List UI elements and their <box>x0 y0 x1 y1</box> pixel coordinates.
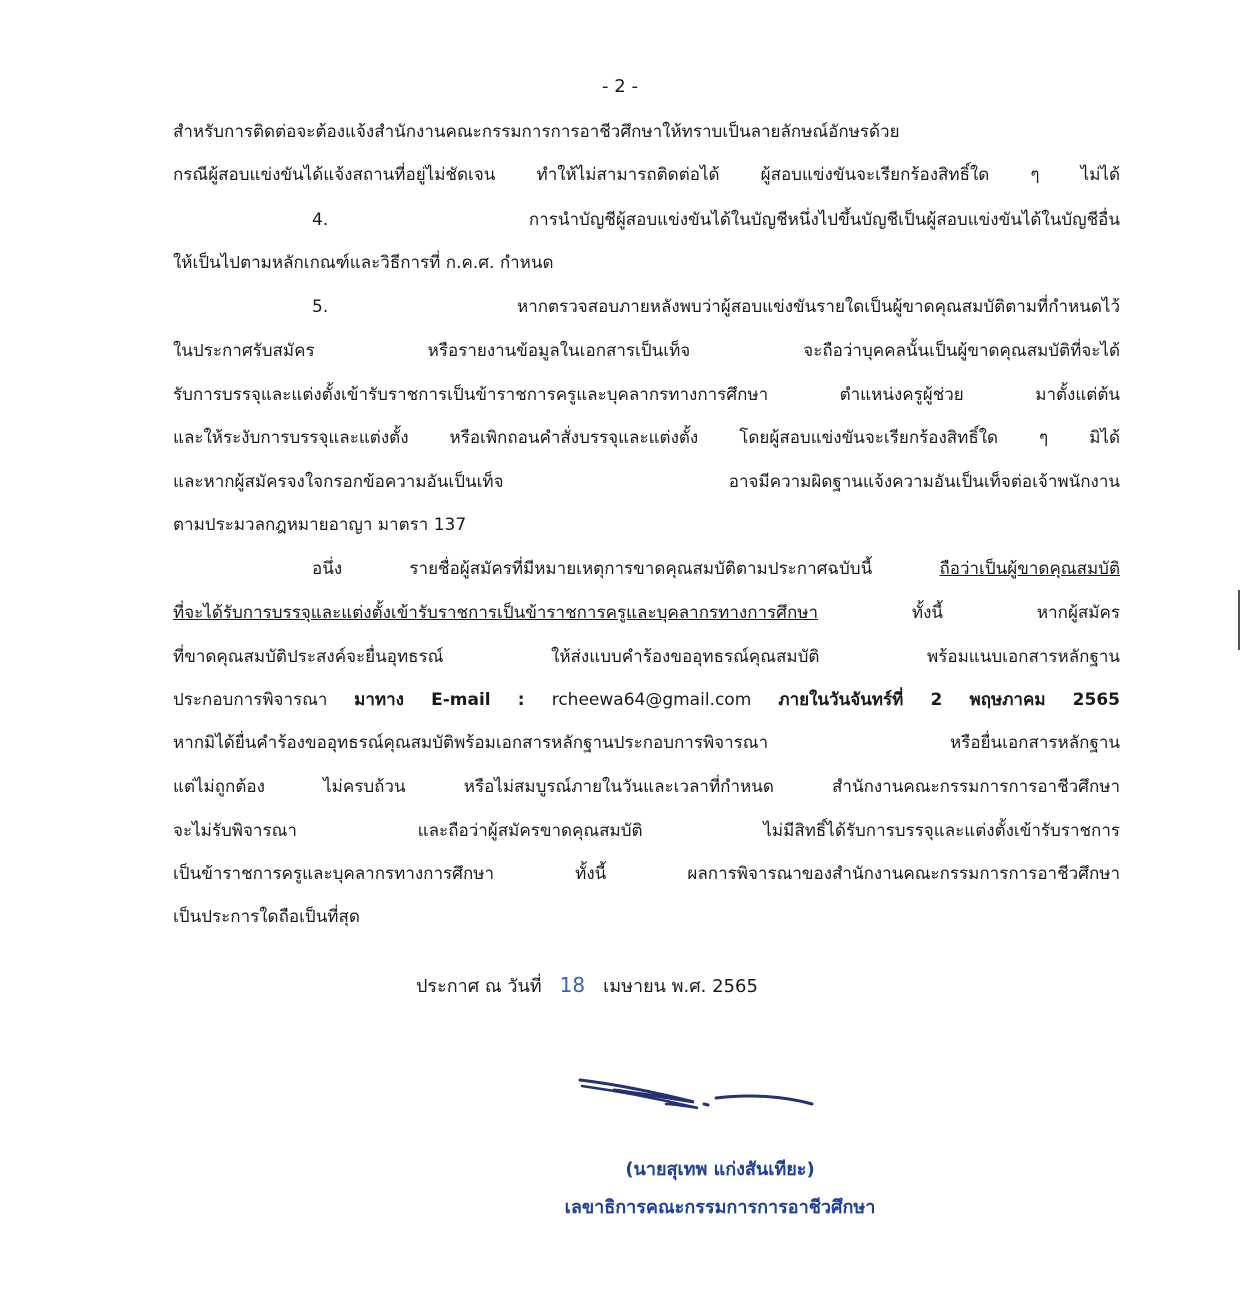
underlined-text: ที่จะได้รับการบรรจุและแต่งตั้งเข้ารับราชการเป็นข้าราชการครูและบุคลากรทางการศึกษา <box>173 603 819 623</box>
paragraph-line: ในประกาศรับสมัคร หรือรายงานข้อมูลในเอกสารเป็นเท็จ จะถือว่าบุคคลนั้นเป็นผู้ขาดคุณสมบัติที่จะได้ <box>173 341 1120 361</box>
paragraph-line: ที่ขาดคุณสมบัติประสงค์จะยื่นอุทธรณ์ ให้ส่งแบบคำร้องขออุทธรณ์คุณสมบัติ พร้อมแนบเอกสารหลักฐาน <box>173 647 1120 667</box>
paragraph-line: กรณีผู้สอบแข่งขันได้แจ้งสถานที่อยู่ไม่ชัดเจน ทำให้ไม่สามารถติดต่อได้ ผู้สอบแข่งขันจะเรียกร้องสิทธิ์ใด ๆ ไม่ได้ <box>173 165 1120 185</box>
handwritten-day: 18 <box>559 973 586 997</box>
paragraph-line: และหากผู้สมัครจงใจกรอกข้อความอันเป็นเท็จ อาจมีความผิดฐานแจ้งความอันเป็นเท็จต่อเจ้าพนักงาน <box>173 472 1120 492</box>
bold-text: มาทาง E-mail : <box>354 690 552 710</box>
deadline-text: ภายในวันจันทร์ที่ 2 พฤษภาคม 2565 <box>751 690 1120 710</box>
paragraph-line: จะไม่รับพิจารณา และถือว่าผู้สมัครขาดคุณสมบัติ ไม่มีสิทธิ์ได้รับการบรรจุและแต่งตั้งเข้ารับราชการ <box>173 821 1120 841</box>
page-number: - 2 - <box>602 76 638 97</box>
paragraph-line: เป็นข้าราชการครูและบุคลากรทางการศึกษา ทั้งนี้ ผลการพิจารณาของสำนักงานคณะกรรมการการอาชีวศึกษา <box>173 864 1120 884</box>
date-prefix: ประกาศ ณ วันที่ <box>416 976 542 997</box>
signer-name: (นายสุเทพ แก่งสันเทียะ) <box>625 1159 815 1180</box>
paragraph-line: รับการบรรจุและแต่งตั้งเข้ารับราชการเป็นข้าราชการครูและบุคลากรทางการศึกษา ตำแหน่งครูผู้ช่วย มาตั้งแต่ต้น <box>173 385 1120 405</box>
handwritten-signature <box>574 1068 824 1128</box>
paragraph-line: หากมิได้ยื่นคำร้องขออุทธรณ์คุณสมบัติพร้อมเอกสารหลักฐานประกอบการพิจารณา หรือยื่นเอกสารหลักฐาน <box>173 733 1120 753</box>
text-segment: ประกอบการพิจารณา <box>173 690 355 710</box>
paragraph-line <box>312 552 1120 586</box>
paragraph-line: เป็นประการใดถือเป็นที่สุด <box>173 907 360 927</box>
signer-position: เลขาธิการคณะกรรมการการอาชีวศึกษา <box>564 1197 876 1218</box>
announcement-date <box>416 968 758 1004</box>
date-month-year: เมษายน พ.ศ. 2565 <box>603 976 758 997</box>
paragraph-line: ตามประมวลกฎหมายอาญา มาตรา 137 <box>173 515 467 535</box>
paragraph-line <box>173 596 1120 630</box>
paragraph-line: แต่ไม่ถูกต้อง ไม่ครบถ้วน หรือไม่สมบูรณ์ภายในวันและเวลาที่กำหนด สำนักงานคณะกรรมการการอาชีวศึกษา <box>173 777 1120 797</box>
paragraph-line: ให้เป็นไปตามหลักเกณฑ์และวิธีการที่ ก.ค.ศ. กำหนด <box>173 253 554 273</box>
paragraph-line: 4. การนำบัญชีผู้สอบแข่งขันได้ในบัญชีหนึ่งไปขึ้นบัญชีเป็นผู้สอบแข่งขันได้ในบัญชีอื่น <box>312 210 1120 230</box>
underlined-text: ถือว่าเป็นผู้ขาดคุณสมบัติ <box>939 559 1120 579</box>
paragraph-line: สำหรับการติดต่อจะต้องแจ้งสำนักงานคณะกรรมการการอาชีวศึกษาให้ทราบเป็นลายลักษณ์อักษรด้วย <box>173 122 900 142</box>
paragraph-line: และให้ระงับการบรรจุและแต่งตั้ง หรือเพิกถอนคำสั่งบรรจุและแต่งตั้ง โดยผู้สอบแข่งขันจะเรียกร้องสิทธิ์ใด ๆ มิได้ <box>173 428 1120 448</box>
paragraph-line <box>173 683 1120 717</box>
email-address: rcheewa64@gmail.com <box>551 690 752 710</box>
text-segment: ทั้งนี้ หากผู้สมัคร <box>818 603 1120 623</box>
text-segment: อนึ่ง รายชื่อผู้สมัครที่มีหมายเหตุการขาดคุณสมบัติตามประกาศฉบับนี้ <box>312 559 940 579</box>
paragraph-line: 5. หากตรวจสอบภายหลังพบว่าผู้สอบแข่งขันรายใดเป็นผู้ขาดคุณสมบัติตามที่กำหนดไว้ <box>312 297 1120 317</box>
